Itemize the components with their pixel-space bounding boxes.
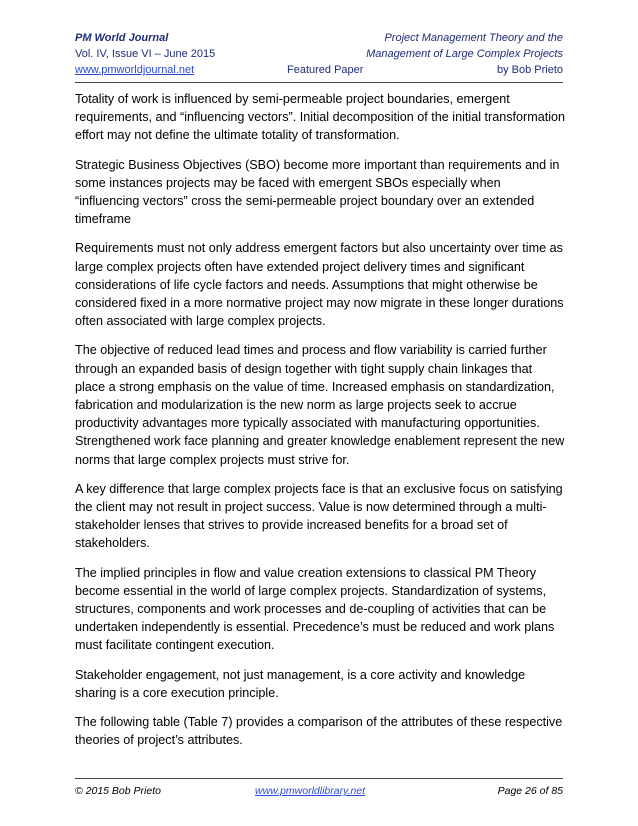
library-url-link[interactable]: www.pmworldlibrary.net	[255, 785, 366, 797]
header-divider	[75, 82, 563, 83]
page-footer	[75, 785, 563, 799]
paragraph: The following table (Table 7) provides a comparison of the attributes of these respective theories of project’s attributes.	[75, 715, 563, 748]
page-header	[75, 30, 563, 82]
body-text	[75, 90, 565, 761]
paragraph: Strategic Business Objectives (SBO) become more important than requirements and in some instances projects may be faced with emergent SBOs especially when “influencing vectors” cross the semi-permeable project boundary over an extended timeframe	[75, 157, 560, 227]
paper-title-line2: Management of Large Complex Projects	[366, 48, 563, 60]
section-label: Featured Paper	[287, 64, 364, 76]
paragraph: The implied principles in flow and value creation extensions to classical PM Theory become essential in the world of large complex projects. Standardization of systems, structures, components and work processes and de-coupling of activities that can be undertaken independently is essential. Precedence’s must be reduced and work plans must facilitate contingent execution.	[75, 565, 555, 653]
footer-divider	[75, 778, 563, 779]
page-number: Page 26 of 85	[497, 785, 563, 797]
journal-name: PM World Journal	[75, 32, 169, 44]
paragraph: A key difference that large complex projects face is that an exclusive focus on satisfying the client may not result in project success. Value is now determined through a multi-stakeholder lenses that strives to provide increased benefits for a broad set of stakeholders.	[75, 481, 563, 551]
paragraph: The objective of reduced lead times and process and flow variability is carried further through an expanded basis of design together with tight supply chain linkages that place a strong emphasis on the value of time. Increased emphasis on standardization, fabrication and modularization is the new norm as large projects seek to accrue productivity advantages more typically associated with manufacturing opportunities. Strengthened work face planning and greater knowledge enablement represent the new norms that large complex projects must strive for.	[75, 343, 565, 467]
journal-url-link[interactable]: www.pmworldjournal.net	[75, 64, 195, 76]
author-byline: by Bob Prieto	[496, 64, 563, 76]
paragraph: Stakeholder engagement, not just management, is a core activity and knowledge sharing is a core execution principle.	[75, 667, 526, 700]
paper-title-line1: Project Management Theory and the	[384, 32, 563, 44]
paragraph: Totality of work is influenced by semi-permeable project boundaries, emergent requirements, and “influencing vectors”. Initial decomposition of the initial transformation effort may not define the ultimate totality of transformation.	[75, 92, 566, 143]
paragraph: Requirements must not only address emergent factors but also uncertainty over time as large complex projects often have extended project delivery times and significant considerations of life cycle factors and needs. Assumptions that might otherwise be considered fixed in a more normative project may now migrate in these longer durations often associated with large complex projects.	[75, 241, 564, 329]
journal-issue: Vol. IV, Issue VI – June 2015	[75, 48, 216, 60]
copyright: © 2015 Bob Prieto	[75, 785, 161, 797]
